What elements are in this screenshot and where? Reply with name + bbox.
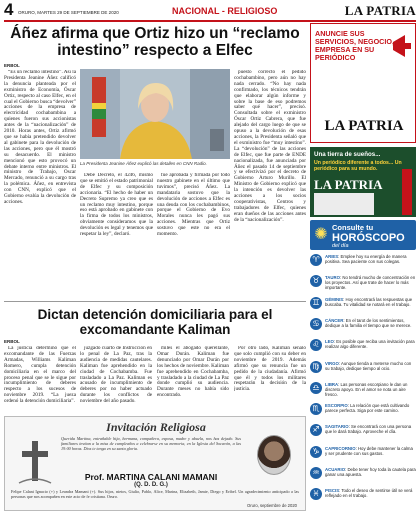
article1-col2-text: Debe Decreto, el 4246, mismo que se emitió el estado patrimonial de Elfec y su composición accionaria. “El hecho de haber un Decreto Supremo ya creo que es un reclamo muy intestino, porque eso está aprobado en gabinete con la firma de todos los ministros, obviamente consideramos que la devolución es legal y tenemos que respetar la ley”, declaró. <box>80 173 153 238</box>
horoscope-prediction: Hoy debe mantener la calma y ser prudente con sus gastos. <box>325 445 413 456</box>
zodiac-sign-icon: ♊ <box>310 297 322 309</box>
horoscope-prediction: Hoy encontrará las respuestas que buscaba. Tu vitalidad se notará en el trabajo. <box>325 296 413 307</box>
horoscope-sign-name: TAURO <box>325 275 340 281</box>
article-separator <box>4 301 306 302</box>
invitation-name: Prof. MARTINA CALANI MAMANI <box>84 472 218 482</box>
horoscope-sign-name: CAPRICORNIO <box>325 445 356 451</box>
right-column <box>310 23 416 511</box>
horoscope-prediction: En el tarot de los sentimientos, dedique a la familia el tiempo que se merece. <box>325 317 412 328</box>
religious-invitation <box>4 416 306 511</box>
horoscope-sign-name: LIBRA <box>325 381 339 387</box>
article1-photo <box>80 69 230 159</box>
zodiac-sign-icon: ♉ <box>310 275 322 287</box>
horoscope-prediction: La relación que está cultivando parece perfecta. Siga por este camino. <box>325 403 410 414</box>
horoscope-prediction: No tendrá mucho de concentración en los proyectos. Así que trate de hacer lo más importante. <box>325 275 416 291</box>
issue-date: ORURO, MARTES 29 DE SEPTIEMBRE DE 2020 <box>18 10 119 15</box>
horoscope-sign-name: PISCIS <box>325 488 340 494</box>
article1-title: Áñez afirma que Ortiz hizo un “reclamo intestino” respecto a Elfec <box>10 25 300 59</box>
zodiac-sign-icon: ♌ <box>310 339 322 351</box>
horoscope-text: LIBRA: Las personas escorpiano le dan un discreto apoyo. En el amor se nota un aire fresco. <box>325 381 408 397</box>
horoscope-header <box>310 220 416 250</box>
horoscope-sign-name: ESCORPIO <box>325 403 348 409</box>
newspaper-brand: LA PATRIA <box>344 3 416 18</box>
article1-col4 <box>234 70 306 295</box>
article2-col2-text: juzgado cuarto de Instrucción en lo penal de La Paz, tras la audiencia de medidas cautelares. Kaliman fue aprehendido en la ciudad de Cochabamba. Fue trasladado a La Paz. Kaliman es acusado de incumplimiento de deberes por no haber actuado durante los conflictos de noviembre del año pasado. <box>80 346 152 405</box>
horoscope-prediction: Debe tener hoy toda la cautela para ganar una apuesta. <box>325 467 416 477</box>
horoscope-prediction: Todo el deseo de sentirse útil se verá reflejado en el trabajo. <box>325 488 413 499</box>
promo-ad-line1: Una tierra de sueños... <box>314 151 381 158</box>
zodiac-sign-icon: ♈ <box>310 254 322 266</box>
zodiac-sign-icon: ♒ <box>310 467 322 479</box>
article2-col3 <box>157 346 229 412</box>
page-header <box>4 2 416 20</box>
invitation-text: Querida Martina, entrañable hija, hermana, compañera, esposa, madre y abuela, nos has dejado. Sus familiares invitan a la misa de cumpleaños a celebrarse en su memoria, en la Iglesia del Socavón, a las 19:00 horas. Dios te tenga en su santa gloria. <box>61 436 241 451</box>
article2-col4 <box>234 346 306 412</box>
article1-col3-text: fue aprobada y firmada por todo nuestro gabinete en el último que tuvimos”, precisó Áñez. La mandataria sostuvo que la devolución de acciones a Elfec es una deuda con los cochabambinos, porque el Gobierno de Evo Morales nunca les pagó sus acciones. Mientras que Ortiz sostuvo que este no era el momento. <box>157 173 230 238</box>
section-label: NACIONAL - RELIGIOSO <box>172 6 278 16</box>
article1-col4-text: puesto correcto el pedido cochabambino, pero aún no hay nada cerrado. “No hay nada confirmado, los técnicos tendrán que elaborar algún informe y sobre la base de eso podremos saber qué hacer”, precisó. Consultada sobre el exministro Óscar Ortiz Cabrera, que fue alejado del cargo luego de que se opuso a la devolución de esas acciones, la Presidenta señaló que el exministro fue “muy intestino”. La “devolución” de las acciones de Elfec, que fue parte de ENDE nacionalizada, fue anunciada por Áñez el pasado 14 de septiembre y se efectivizó por el decreto de Gobierno Arturo Murillo. El Ministro de Gobierno explicó que la intención es devolver las acciones a los socios cooperativistas, Centros y trabajadores de Elfec, quienes eran dueños de las acciones antes de la “nacionalización”. <box>234 70 306 223</box>
horoscope-text: ESCORPIO: La relación que está cultivando parece perfecta. Siga por este camino. <box>325 403 410 414</box>
zodiac-sign-icon: ♓ <box>310 488 322 500</box>
megaphone-icon <box>391 32 413 62</box>
zodiac-sign-icon: ♏ <box>310 403 322 415</box>
cross-icon <box>15 437 55 487</box>
article1-col2 <box>80 173 153 295</box>
horoscope-sign-name: VIRGO <box>325 360 339 366</box>
article2-title: Dictan detención domiciliaria para el excomandante Kaliman <box>37 307 273 337</box>
article1-col3 <box>157 173 230 295</box>
horoscope-text: ACUARIO: Debe tener hoy toda la cautela para ganar una apuesta. <box>325 467 416 477</box>
article1-col1 <box>4 70 76 295</box>
promo-ad-line2: Un periódico diferente a todos... Un periódico para su mundo. <box>314 160 402 172</box>
article2-col1 <box>4 346 76 412</box>
invitation-signature: Oruro, septiembre de 2020 <box>246 503 297 508</box>
article2-col3-text: miles el abogado querellante, Omar Durán. Kaliman fue denunciado por Omar Durán por los hechos de noviembre. Kaliman fue aprehendido en Cochabamba, y trasladado a la ciudad de La Paz donde cumplió su audiencia. Durante meses no había sido encontrado. <box>157 346 229 399</box>
zodiac-sign-icon: ♑ <box>310 446 322 458</box>
horoscope-text: LEO: Es posible que reciba una invitación para realizar algo diferente. <box>325 339 415 350</box>
horoscope-text: PISCIS: Todo el deseo de sentirse útil se verá reflejado en el trabajo. <box>325 488 413 499</box>
horoscope-prediction: Las personas escorpiano le dan un discreto apoyo. En el amor se nota un aire fresco. <box>325 381 408 397</box>
header-divider <box>4 20 416 22</box>
horoscope-text: CAPRICORNIO: Hoy debe mantener la calma y ser prudente con sus gastos. <box>325 445 413 456</box>
horoscope-sign-name: CÁNCER <box>325 317 344 323</box>
zodiac-sign-icon: ♍ <box>310 361 322 373</box>
main-column <box>4 23 306 511</box>
zodiac-sign-icon: ♎ <box>310 382 322 394</box>
invitation-details: Felipe Calani Ignacio (+) y Leandra Mamani (+). Sus hijos, nietos, Giulio, Pablo, Alice, Marina, Elizabeth, Jamie, Diego y Eribel. Un agradecimiento anticipado a las personas que nos acompañen en este acto de fe cristiana. Oruro. <box>11 489 299 499</box>
horoscope-line1: Consulte tu <box>332 223 374 232</box>
article2-col4-text: Por otro lado, Kaliman señaló que solo cumplió con su deber en noviembre de 2019. Además afirmó que su renuncia fue un pedido de la ciudadanía. Afirmó que él y todos los militares respetarán la decisión de la justicia. <box>234 346 306 393</box>
advertise-ad[interactable] <box>310 23 416 143</box>
deceased-portrait <box>257 435 291 475</box>
promo-ad-stripe <box>402 169 412 215</box>
horoscope-sign-name: SAGITARIO <box>325 424 349 430</box>
horoscope-prediction: Emplee hoy su energía de manera positiva. Sea paciente con sus colegas. <box>325 254 407 264</box>
newspaper-thumbnail <box>314 193 374 215</box>
horoscope-text: CÁNCER: En el tarot de los sentimientos, dedique a la familia el tiempo que se merece. <box>325 317 412 328</box>
horoscope-line3: del día <box>332 243 349 249</box>
advertise-ad-text: ANUNCIE SUS SERVICIOS, NEGOCIO, EMPRESA EN SU PERIÓDICO <box>315 29 394 62</box>
page-number: 4 <box>4 0 14 19</box>
horoscope-sign-name: GÉMINIS <box>325 296 344 302</box>
zodiac-wheel-icon: ✺ <box>314 224 328 243</box>
horoscope-prediction: Se encontrará con una persona que le dará trabajo. Aproveche el día. <box>325 424 412 435</box>
horoscope-sign-name: ACUARIO <box>325 467 346 472</box>
horoscope-prediction: Es posible que reciba una invitación para realizar algo diferente. <box>325 339 415 350</box>
promo-ad[interactable] <box>310 147 416 217</box>
article1-col1-text: “Es un reclamo intestino”. Así la Presidenta Jeanine Áñez calificó la denuncia planteada por el exministro de Economía, Óscar Ortiz, respecto al caso Elfec, en el cual el Gobierno busca “devolver” acciones de la empresa de electricidad cochabambina a quienes fueron sus accionistas antes de la “nacionalización” de 2010. Horas antes, Ortiz afirmó que se había pretendido devolver al gabinete para la devolución de las acciones, pero que él mostró su desacuerdo. El ministro mencionó que esto provocó un debate interno entre ministros. El ministro de Trabajo, Oscar Mercado, renunció a su cargo tras la polémica. Áñez, en entrevista con CNN, explicó que el Gobierno evalúa la devolución de acciones. <box>4 70 76 205</box>
advertise-ad-brand: LA PATRIA <box>324 118 404 134</box>
promo-ad-brand: LA PATRIA <box>314 177 383 192</box>
article1-photo-caption: La Presidenta Jeanine Áñez explicó las detalles en CNN Radio. <box>80 161 207 166</box>
horoscope-sign-name: ARIES <box>325 254 339 259</box>
horoscope-text: SAGITARIO: Se encontrará con una persona que le dará trabajo. Aproveche el día. <box>325 424 412 435</box>
invitation-title: Invitación Religiosa <box>106 420 206 434</box>
president-portrait-image <box>80 69 230 159</box>
horoscope-section <box>310 220 416 511</box>
horoscope-text: ARIES: Emplee hoy su energía de manera positiva. Sea paciente con sus colegas. <box>325 254 407 264</box>
horoscope-text: GÉMINIS: Hoy encontrará las respuestas que buscaba. Tu vitalidad se notará en el trabajo. <box>325 296 413 307</box>
zodiac-sign-icon: ♐ <box>310 424 322 436</box>
article2-col2 <box>80 346 152 412</box>
article2-col1-text: La justicia determinó que el excomandante de las Fuerzas Armadas, Williams Kaliman Romero, cumpla detención domiciliaria en el marco del proceso penal que se le sigue por incumplimiento de deberes respecto a los sucesos de noviembre 2019. “La jueza ordenó la detención domiciliaria”. <box>4 346 76 405</box>
horoscope-line2: HORÓSCOPO <box>332 232 405 244</box>
horoscope-prediction: Aunque tienda a meterse mucho con su trabajo, dedique tiempo al ocio. <box>325 360 412 371</box>
horoscope-sign-name: LEO <box>325 339 334 345</box>
invitation-subtitle: (Q. D. D. G.) <box>134 482 168 488</box>
zodiac-sign-icon: ♋ <box>310 318 322 330</box>
horoscope-text: TAURO: No tendrá mucho de concentración en los proyectos. Así que trate de hacer lo más importante. <box>325 275 416 291</box>
article1-source: ERBOL <box>4 63 20 68</box>
article2-source: ERBOL <box>4 339 20 344</box>
horoscope-text: VIRGO: Aunque tienda a meterse mucho con su trabajo, dedique tiempo al ocio. <box>325 360 412 371</box>
